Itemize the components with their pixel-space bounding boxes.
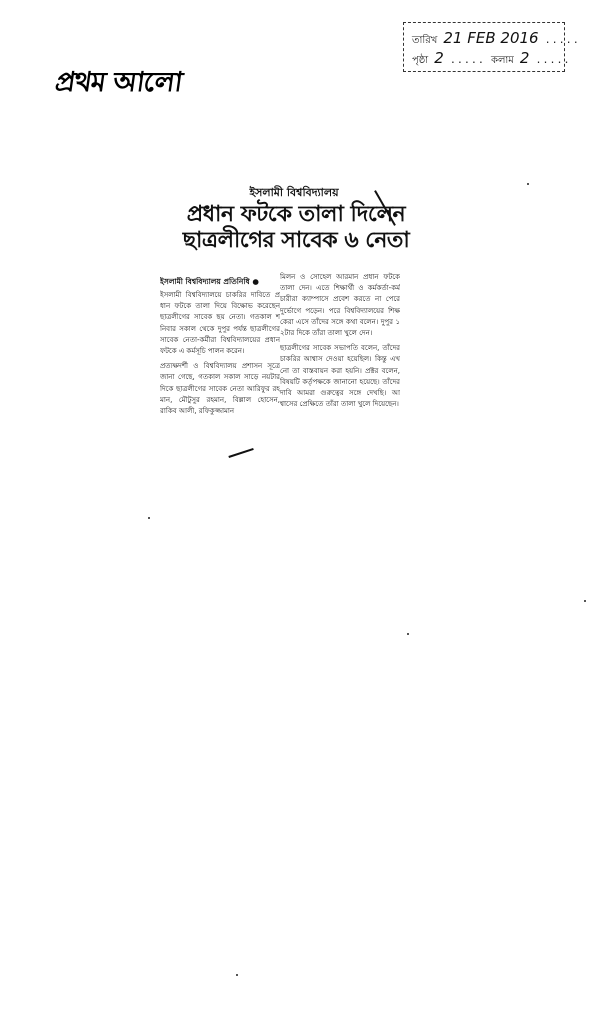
newspaper-masthead: প্রথম আলো [53,67,184,98]
article-headline-line1: প্রধান ফটকে তালা দিলেন [186,202,406,227]
stamp-date-value: 21 FEB 2016 [443,29,539,47]
article-column-left [160,290,280,460]
article-byline: ইসলামী বিশ্ববিদ্যালয় প্রতিনিধি ● [160,277,259,286]
article-paragraph: প্রত্যক্ষদর্শী ও বিশ্ববিদ্যালয় প্রশাসন সূত্রে জানা গেছে, গতকাল সকাল সাড়ে নয়টার দিকে ছাত্রলীগের সাবেক নেতা আরিফুর রহমান, মৌটুসুর রহমান, বিল্লাল হোসেন, রাকিব আলী, রফিকুজ্জামান [160,362,280,416]
article-paragraph: মিলন ও সোহেল আরমান প্রধান ফটকে তালা দেন। এতে শিক্ষার্থী ও কর্মকর্তা-কর্মচারীরা ক্যাম্পাসে প্রবেশ করতে না পেরে দুর্ভোগে পড়েন। পরে বিশ্ববিদ্যালয়ের শিক্ষকেরা এসে তাঁদের সঙ্গে কথা বলেন। দুপুর ১২টার দিকে তাঁরা তালা খুলে দেন। [280,273,400,338]
news-clipping [158,180,430,460]
article-column-right [280,272,400,462]
stamp-page-label: পৃষ্ঠা [412,55,429,66]
archive-stamp: তারিখ 21 FEB 2016 ..... পৃষ্ঠা 2 ..... কলাম 2 ..... [403,22,565,72]
stamp-column-value: 2 [519,49,530,67]
stamp-date-label: তারিখ [412,35,438,46]
article-paragraph: ইসলামী বিশ্ববিদ্যালয়ে চাকরির দাবিতে প্রধান ফটকে তালা দিয়ে বিক্ষোভ করেছেন ছাত্রলীগের সাবেক ছয় নেতা। গতকাল শনিবার সকাল থেকে দুপুর পর্যন্ত ছাত্রলীগের সাবেক নেতা-কর্মীরা বিশ্ববিদ্যালয়ের প্রধান ফটকে এ কর্মসূচি পালন করেন। [160,291,280,356]
stamp-column-label: কলাম [490,55,514,66]
stamp-page-value: 2 [434,49,444,67]
article-kicker: ইসলামী বিশ্ববিদ্যালয় [249,186,339,199]
article-paragraph: ছাত্রলীগের সাবেক সভাপতি বলেন, তাঁদের চাকরির আশ্বাস দেওয়া হয়েছিল। কিন্তু এখনো তা বাস্তবায়ন করা হয়নি। প্রক্টর বলেন, বিষয়টি কর্তৃপক্ষকে জানানো হয়েছে। তাঁদের দাবি আমরা গুরুত্বের সঙ্গে দেখছি। আশ্বাসের প্রেক্ষিতে তাঁরা তালা খুলে দিয়েছেন। [280,344,400,409]
article-headline-line2: ছাত্রলীগের সাবেক ৬ নেতা [182,228,410,253]
stamp-dotted-line: ..... [544,35,580,46]
